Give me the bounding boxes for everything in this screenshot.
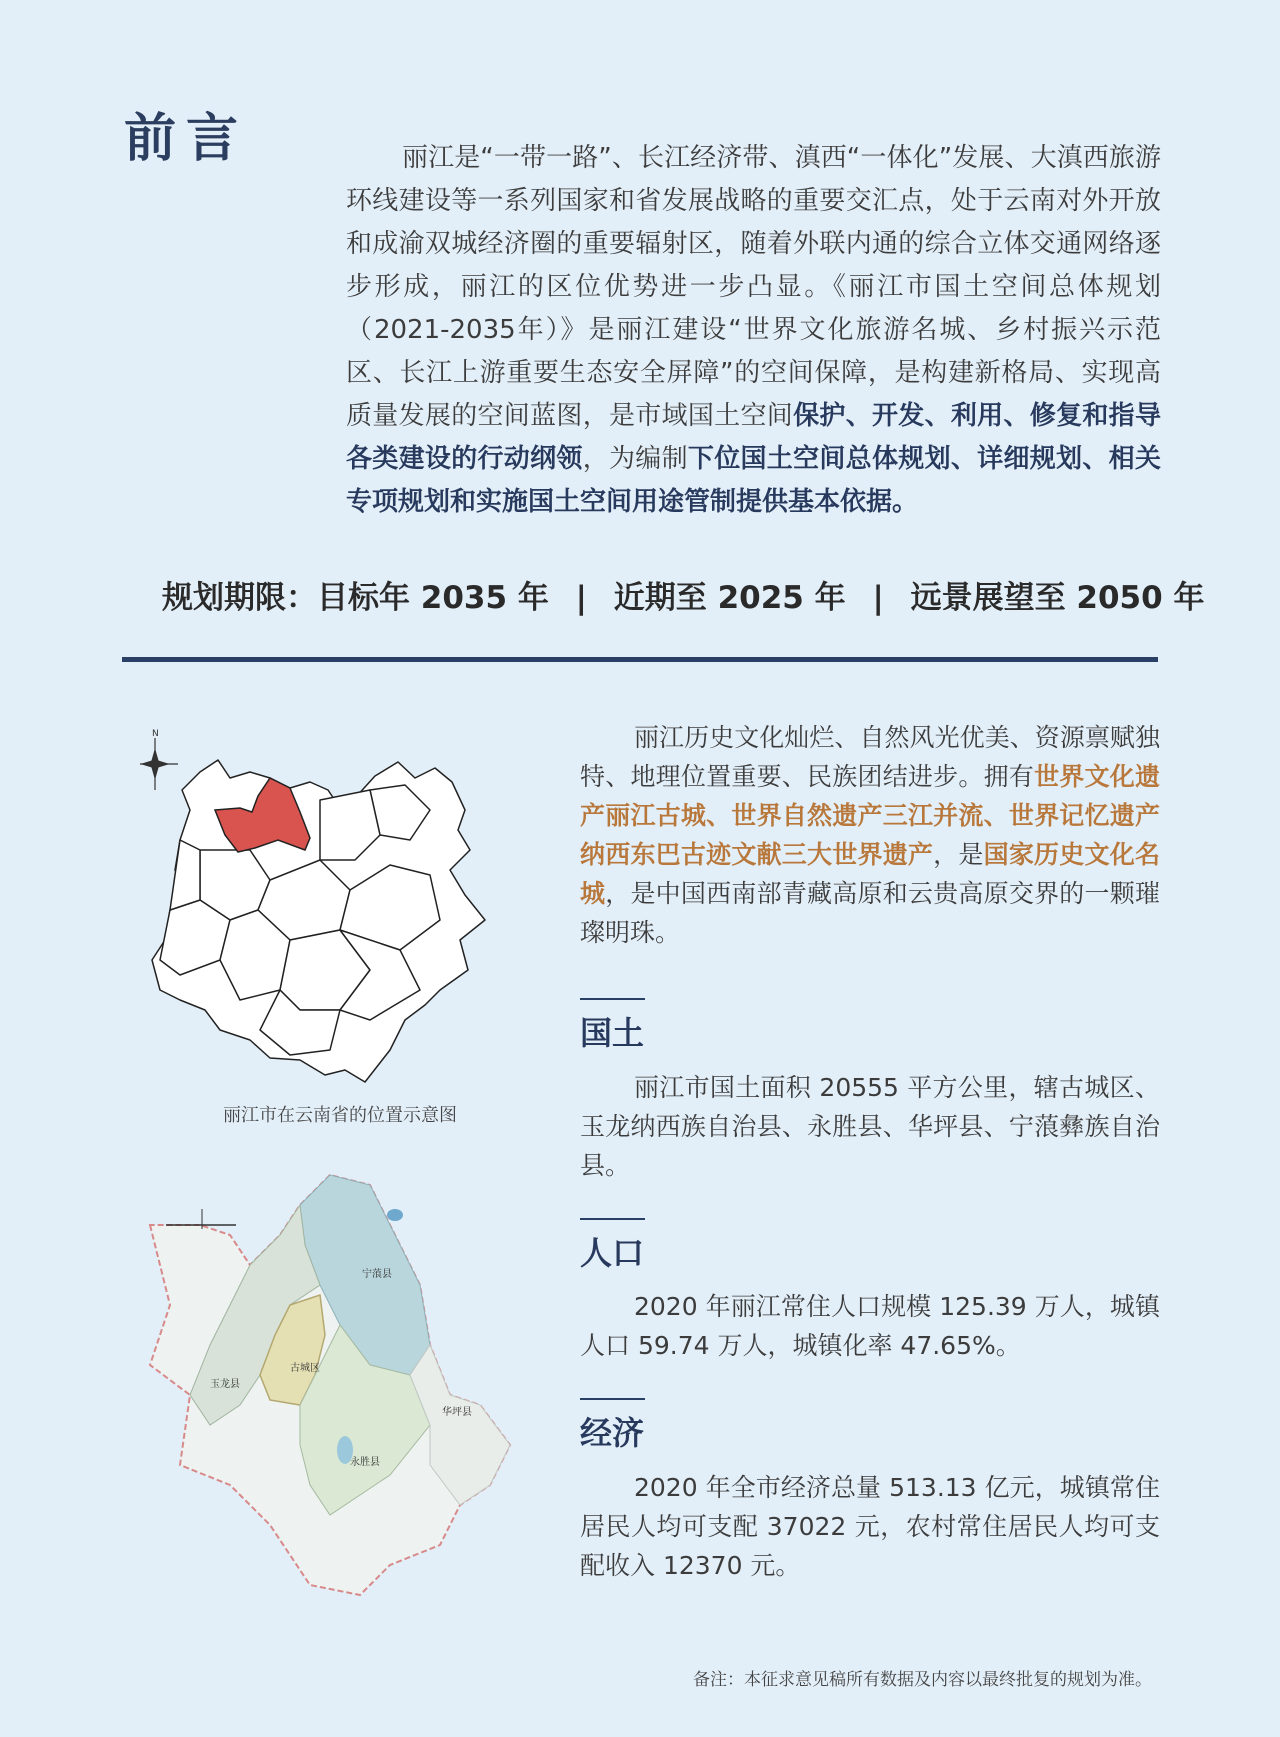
- intro-emphasis-2: 下位国土空间总体规划、详细规划、相关专项规划和实施国土空间用途管制提供基本依据。: [346, 444, 1161, 517]
- section-economy: [580, 1398, 645, 1454]
- economy-paragraph: 2020 年全市经济总量 513.13 亿元，城镇常住居民人均可支配 37022 元，农村常住居民人均可支配收入 12370 元。: [580, 1473, 1160, 1580]
- svg-text:N: N: [152, 729, 159, 739]
- section-land-heading: 国土: [580, 1014, 645, 1052]
- period-separator-2: |: [872, 580, 884, 616]
- intro-paragraph: [346, 137, 1161, 524]
- population-paragraph: 2020 年丽江常住人口规模 125.39 万人，城镇人口 59.74 万人，城镇化率 47.65%。: [580, 1292, 1160, 1360]
- history-paragraph: [580, 718, 1160, 952]
- intro-emphasis-1: 保护、开发、利用、修复和指导各类建设的行动纲领: [346, 401, 1161, 474]
- section-population: [580, 1218, 645, 1274]
- planning-period: [162, 572, 1205, 617]
- history-highlight-1: 世界文化遗产丽江古城、世界自然遗产三江并流、世界记忆遗产纳西东巴古迹文献三大世界遗产: [580, 762, 1160, 869]
- history-text-2: ，是: [933, 840, 984, 869]
- label-yulong: 玉龙县: [210, 1379, 240, 1390]
- section-economy-bar: [580, 1398, 645, 1400]
- section-population-heading: 人口: [580, 1234, 645, 1272]
- period-near: 近期至 2025 年: [613, 580, 846, 616]
- history-text-1: 丽江历史文化灿烂、自然风光优美、资源禀赋独特、地理位置重要、民族团结进步。拥有: [580, 723, 1160, 791]
- label-huaping: 华坪县: [442, 1407, 472, 1418]
- section-land-bar: [580, 998, 645, 1000]
- intro-text-1: 丽江是“一带一路”、长江经济带、滇西“一体化”发展、大滇西旅游环线建设等一系列国家和省发展战略的重要交汇点，处于云南对外开放和成渝双城经济圈的重要辐射区，随着外联内通的综合立体交通网络逐步形成，丽江的区位优势进一步凸显。《丽江市国土空间总体规划（2021-2035年）》是丽江建设“世界文化旅游名城、乡村振兴示范区、长江上游重要生态安全屏障”的空间保障，是构建新格局、实现高质量发展的空间蓝图，是市域国土空间: [346, 143, 1161, 431]
- section-economy-heading: 经济: [580, 1414, 645, 1452]
- section-land: [580, 998, 645, 1054]
- section-population-bar: [580, 1218, 645, 1220]
- page-title: 前言: [124, 108, 249, 169]
- period-target: 规划期限：目标年 2035 年: [162, 580, 549, 616]
- period-far: 远景展望至 2050 年: [910, 580, 1205, 616]
- footer-note: 备注：本征求意见稿所有数据及内容以最终批复的规划为准。: [693, 1670, 1152, 1690]
- compass-icon: [140, 729, 178, 790]
- yunnan-location-map: [140, 700, 500, 1090]
- label-gucheng: 古城区: [290, 1363, 320, 1374]
- intro-text-2: ，为编制: [582, 444, 688, 474]
- section-divider: [122, 657, 1158, 662]
- label-yongsheng: 永胜县: [350, 1457, 380, 1468]
- history-text-3: ，是中国西南部青藏高原和云贵高原交界的一颗璀璨明珠。: [580, 879, 1160, 947]
- history-highlight-2: 国家历史文化名城: [580, 840, 1160, 908]
- land-paragraph: 丽江市国土面积 20555 平方公里，辖古城区、玉龙纳西族自治县、永胜县、华坪县、宁蒗彝族自治县。: [580, 1073, 1160, 1180]
- label-ninglang: 宁蒗县: [362, 1269, 392, 1280]
- period-separator-1: |: [575, 580, 587, 616]
- map1-caption: 丽江市在云南省的位置示意图: [223, 1105, 457, 1126]
- lijiang-county-map: [130, 1165, 550, 1605]
